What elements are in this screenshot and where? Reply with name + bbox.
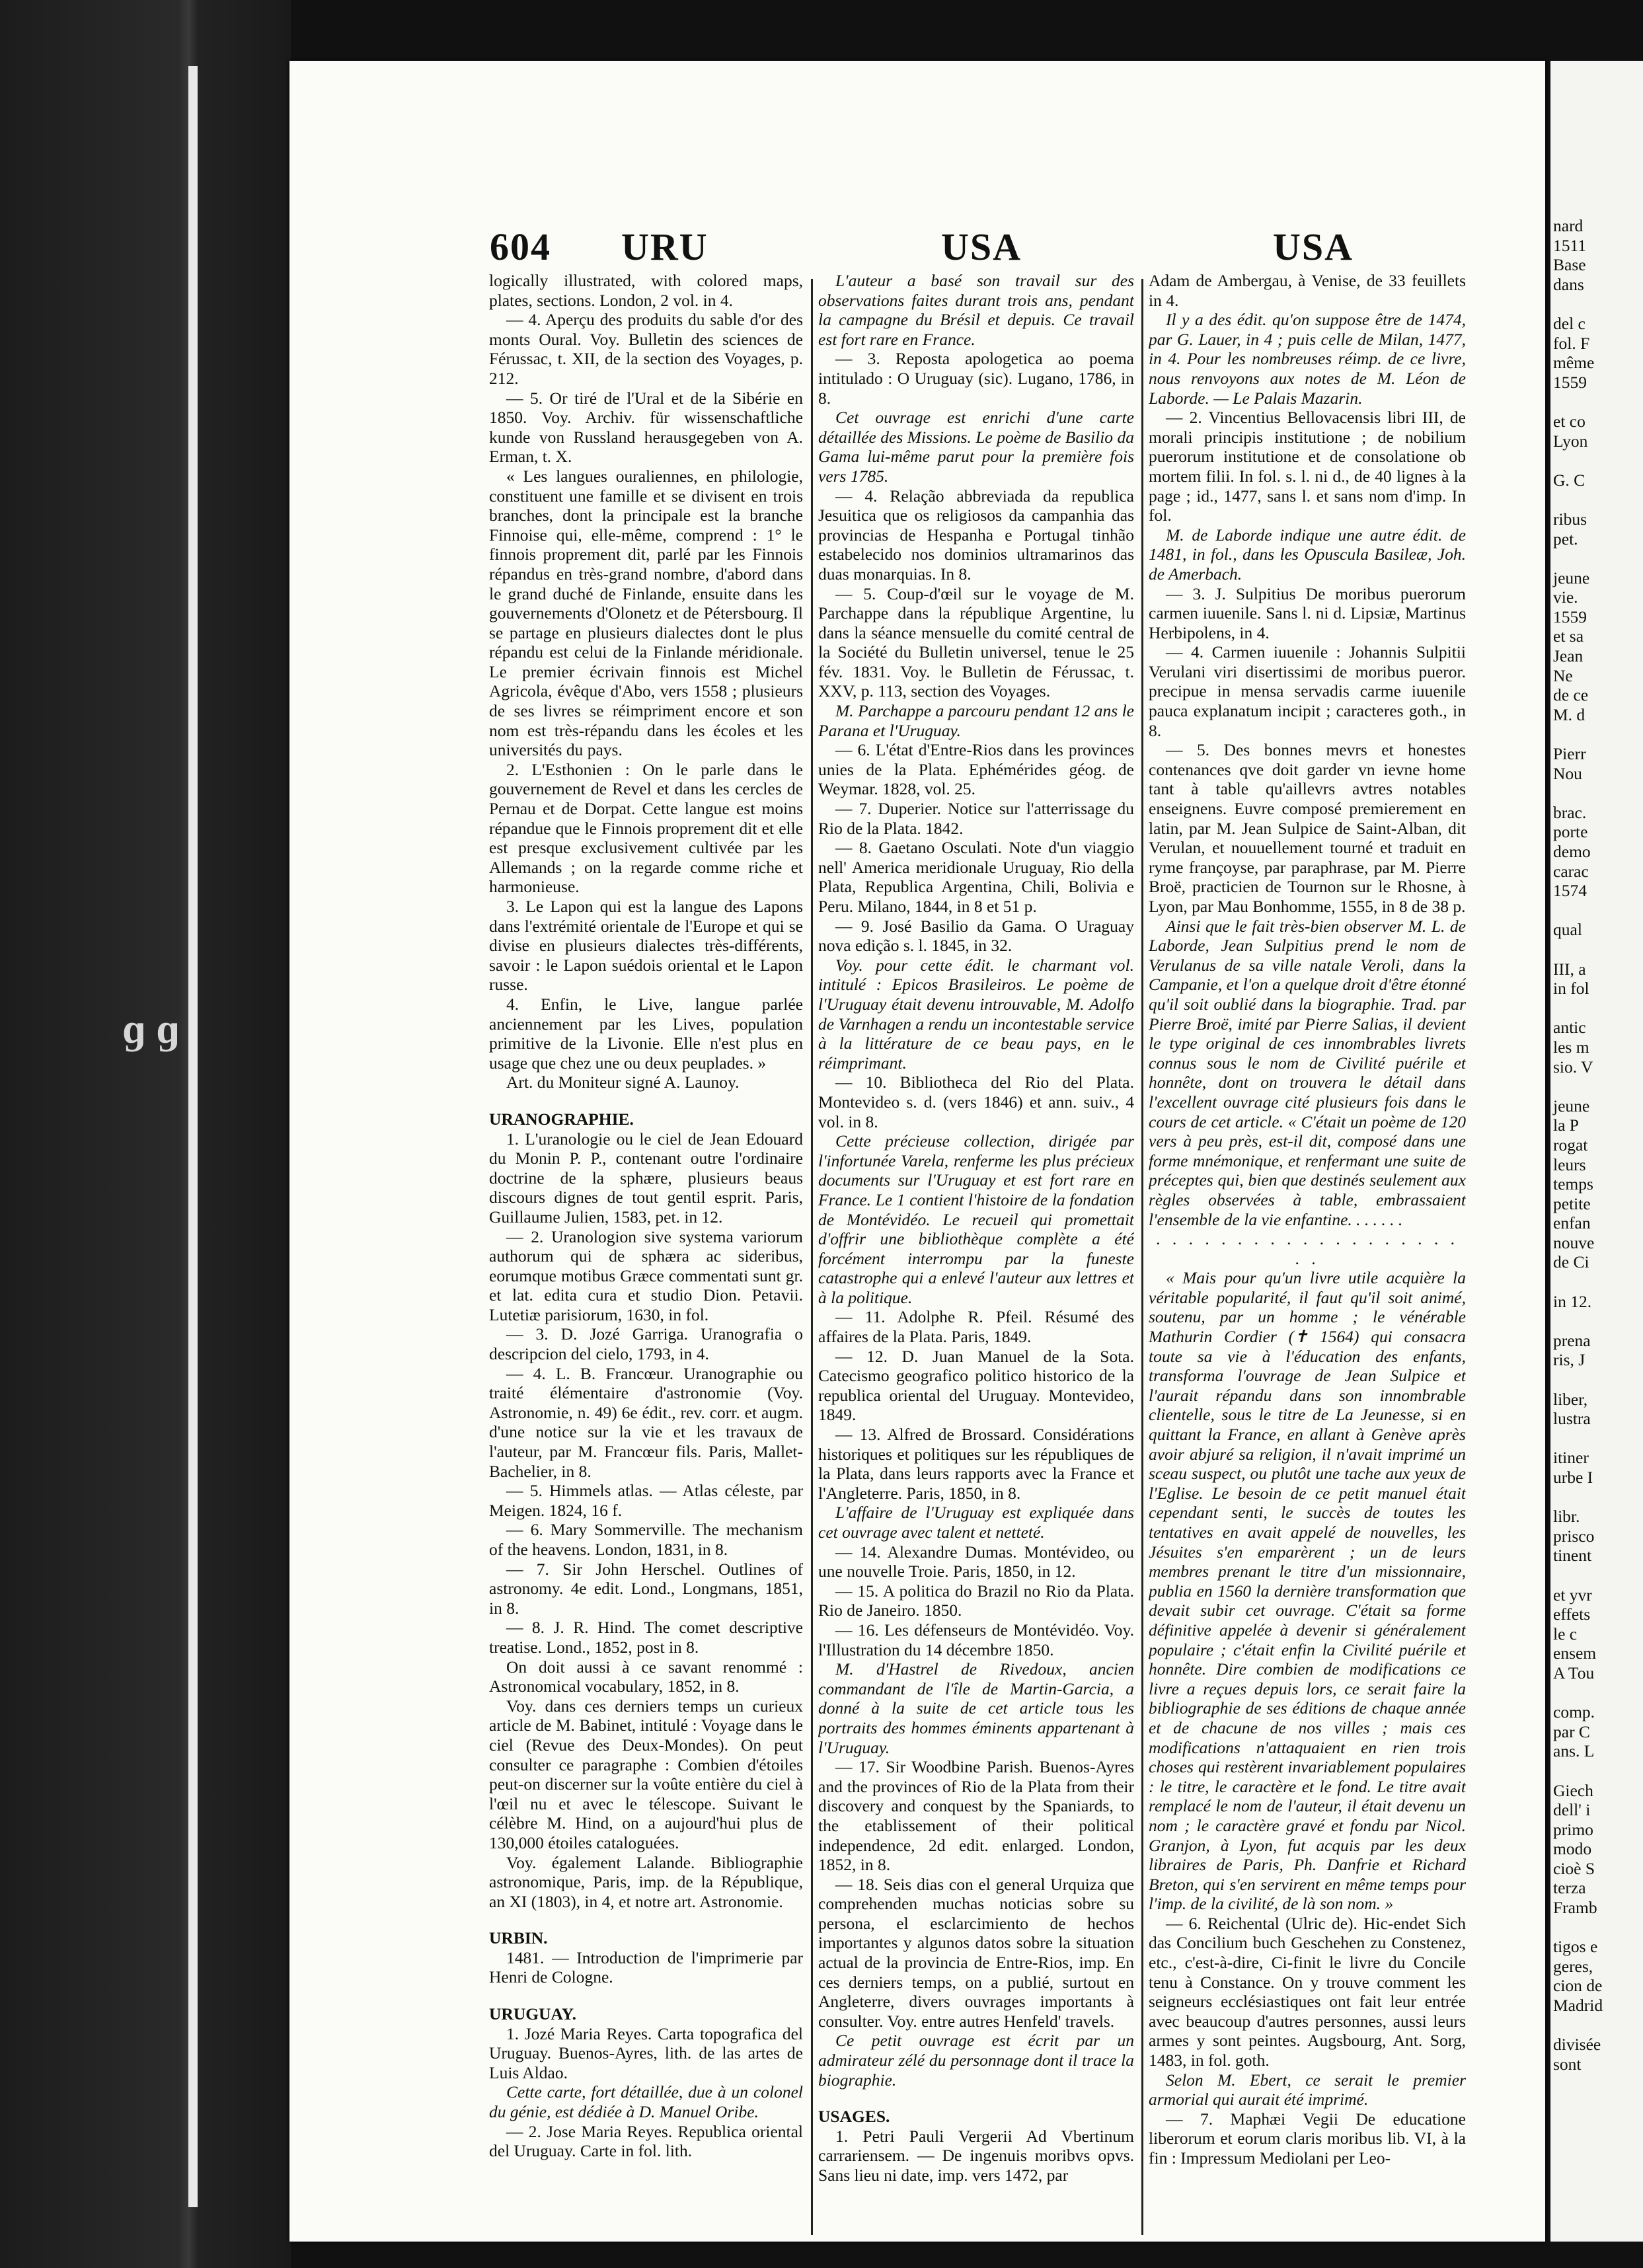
next-page-line: demo (1553, 842, 1591, 861)
next-page-line (1550, 901, 1643, 921)
entry-paragraph: 1. L'uranologie ou le ciel de Jean Edouard du Monin P. P., contenant outre l'ordinaire doctrine de la sphære, plusieurs beaus discours dignes de tout gentil esprit. Paris, Guillaume Julien, 1583, pet. in 12. (489, 1129, 803, 1227)
entry-paragraph: Cette précieuse collection, dirigée par l'infortunée Varela, renferme les plus précieux documents sur l'Uruguay et est fort rare en France. Le 1 contient l'histoire de la fondation de Montévidéo. Le recueil qui promettait d'offrir une bibliothèque complète a été forcément interrompu par la funeste catastrophe qui a enlevé l'auteur aux lettres et à la politique. (818, 1131, 1134, 1307)
entry-paragraph: 1. Jozé Maria Reyes. Carta topografica del Uruguay. Buenos-Ayres, lith. de las artes de Luis Aldao. (489, 2023, 803, 2082)
entry-paragraph: — 15. A politica do Brazil no Rio da Plata. Rio de Janeiro. 1850. (818, 1581, 1134, 1620)
next-page-line: de ce (1553, 685, 1589, 705)
next-page-line: petite (1553, 1193, 1591, 1213)
next-page-line: dell' i (1553, 1800, 1591, 1820)
entry-paragraph: — 3. Reposta apologetica ao poema intitulado : O Uruguay (sic). Lugano, 1786, in 8. (818, 349, 1134, 408)
entry-paragraph: Voy. dans ces derniers temps un curieux article de M. Babinet, intitulé : Voyage dans le ciel (Revue des Deux-Mondes). On peut consulter ce paragraphe : Combien d'étoiles peut-on discerner sur la voûte entière du ciel à l'œil nu et avec le télescope. Suivant le célèbre M. Hind, on a aujourd'hui plus de 130,000 étoiles cataloguées. (489, 1696, 803, 1852)
next-page-line (1550, 1272, 1643, 1292)
book-page (289, 61, 1545, 2242)
next-page-line: liber, (1553, 1389, 1588, 1409)
entry-paragraph: — 5. Coup-d'œil sur le voyage de M. Parchappe dans la république Argentine, lu dans la séance mensuelle du comité central de la Société du Bulletin universel, tenue le 25 fév. 1831. Voy. le Bulletin de Férussac, t. XXV, p. 113, section des Voyages. (818, 584, 1134, 701)
entry-paragraph: 4. Enfin, le Live, langue parlée anciennement par les Lives, population primitive de la Livonie. Elle n'est plus en usage que chez une ou deux peuplades. » (489, 994, 803, 1073)
entry-paragraph: On doit aussi à ce savant renommé : Astronomical vocabulary, 1852, in 8. (489, 1657, 803, 1696)
entry-paragraph: — 7. Duperier. Notice sur l'atterrissage du Rio de la Plata. 1842. (818, 799, 1134, 838)
next-page-line (1550, 2016, 1643, 2035)
next-page-line: prisco (1553, 1526, 1595, 1546)
entry-paragraph: Cette carte, fort détaillée, due à un colonel du génie, est dédiée à D. Manuel Oribe. (489, 2082, 803, 2122)
next-page-line: M. d (1553, 704, 1586, 724)
entry-paragraph: — 11. Adolphe R. Pfeil. Résumé des affaires de la Plata. Paris, 1849. (818, 1307, 1134, 1347)
next-page-line: antic (1553, 1018, 1586, 1038)
book-edge (188, 66, 198, 2207)
next-page-line: et co (1553, 411, 1586, 431)
next-page-line: Pierr (1553, 744, 1586, 764)
next-page-line: nard (1553, 216, 1584, 235)
entry-paragraph: Cet ouvrage est enrichi d'une carte détaillée des Missions. Le poème de Basilio da Gama lui-même parut pour la première fois vers 1785. (818, 408, 1134, 486)
entry-paragraph: — 10. Bibliotheca del Rio del Plata. Montevideo s. d. (vers 1846) et ann. suiv., 4 vol. in 8. (818, 1073, 1134, 1131)
next-page-line: et sa (1553, 626, 1584, 646)
entry-paragraph: Ce petit ouvrage est écrit par un admirateur zélé du personnage dont il trace la biographie. (818, 2031, 1134, 2090)
entry-paragraph: — 16. Les défenseurs de Montévidéo. Voy. l'Illustration du 14 décembre 1850. (818, 1620, 1134, 1659)
next-page-line: prena (1553, 1330, 1591, 1350)
next-page-line: ensem (1553, 1644, 1597, 1663)
next-page-line (1550, 1077, 1643, 1096)
next-page-line: in 12. (1553, 1291, 1592, 1311)
next-page-line: Ne (1553, 665, 1573, 685)
next-page-line: nouve (1553, 1232, 1595, 1252)
next-page-line: modo (1553, 1839, 1592, 1859)
next-page-line: par C (1553, 1721, 1590, 1741)
next-page-line: qual (1553, 920, 1582, 940)
entry-paragraph: 2. L'Esthonien : On le parle dans le gouvernement de Revel et dans les cercles de Pernau et de Dorpat. Cette langue est moins répandue que le Finnois proprement dit et elle est presque exclusivement cultivée par les Allemands ; on la regarde comme riche et harmonieuse. (489, 759, 803, 897)
column-2 (818, 271, 1134, 2240)
next-page-line: effets (1553, 1605, 1591, 1624)
entry-paragraph: Voy. également Lalande. Bibliographie astronomique, Paris, imp. de la République, an XI (1803), in 4, et notre art. Astronomie. (489, 1852, 803, 1911)
next-page-line: Madrid (1553, 1996, 1603, 2016)
header-left: URU (621, 225, 708, 268)
next-page-line: vie. (1553, 587, 1578, 607)
next-page-line: in fol (1553, 979, 1589, 999)
entry-paragraph: — 14. Alexandre Dumas. Montévideo, ou une nouvelle Troie. Paris, 1850, in 12. (818, 1542, 1134, 1581)
entry-paragraph: . . . . . . . . . . . . . . . . . . . . . (1156, 1229, 1459, 1268)
next-page-line: brac. (1553, 802, 1587, 822)
next-page-line: sio. V (1553, 1057, 1593, 1077)
margin-stain: ɡ ɡ (122, 1005, 180, 1052)
next-page-line: 1511 (1553, 235, 1587, 255)
next-page-line: lustra (1553, 1409, 1591, 1429)
entry-paragraph: — 5. Or tiré de l'Ural et de la Sibérie en 1850. Voy. Archiv. für wissenschaftliche kunde von Russland herausgegeben von A. Erman, t. X. (489, 388, 803, 467)
entry-paragraph: Il y a des édit. qu'on suppose être de 1474, par G. Lauer, in 4 ; puis celle de Milan, 1477, in 4. Pour les nombreuses réimp. de ce livre, nous renvoyons aux notes de M. Léon de Laborde. — Le Palais Mazarin. (1149, 310, 1466, 408)
entry-paragraph: logically illustrated, with colored maps, plates, sections. London, 2 vol. in 4. (489, 271, 803, 310)
entry-paragraph: — 4. Aperçu des produits du sable d'or des monts Oural. Voy. Bulletin des sciences de Férussac, t. XII, de la section des Voyages, p. 212. (489, 310, 803, 388)
entry-paragraph: M. de Laborde indique une autre édit. de 1481, in fol., dans les Opuscula Basileæ, Joh. de Amerbach. (1149, 525, 1466, 584)
next-page-line (1550, 1918, 1643, 1938)
next-page-line: cion de (1553, 1976, 1603, 1996)
entry-paragraph: — 7. Sir John Herschel. Outlines of astronomy. 4e edit. Lond., Longmans, 1851, in 8. (489, 1559, 803, 1618)
next-page-line: tinent (1553, 1546, 1592, 1566)
section-heading: USAGES. (818, 2107, 890, 2127)
entry-paragraph: L'auteur a basé son travail sur des observations faites durant trois ans, pendant la campagne du Brésil et depuis. Ce travail est fort rare en France. (818, 271, 1134, 349)
next-page-line: Lyon (1553, 431, 1588, 451)
next-page-line: tigos e (1553, 1937, 1598, 1957)
next-page-line: jeune (1553, 1096, 1590, 1115)
next-page-line (1550, 294, 1643, 314)
next-page-line: jeune (1553, 568, 1590, 587)
next-page-line: III, a (1553, 959, 1586, 979)
next-page-line: enfan (1553, 1213, 1591, 1233)
entry-paragraph: L'affaire de l'Uruguay est expliquée dans cet ouvrage avec talent et netteté. (818, 1503, 1134, 1542)
next-page-line: ans. L (1553, 1741, 1595, 1761)
next-page-line (1550, 940, 1643, 960)
entry-paragraph: 1481. — Introduction de l'imprimerie par Henri de Cologne. (489, 1947, 803, 1987)
entry-paragraph: — 12. D. Juan Manuel de la Sota. Catecismo geografico politico historico de la republica oriental del Uruguay. Montevideo, 1849. (818, 1346, 1134, 1425)
next-page-text (1550, 61, 1643, 2074)
entry-paragraph: M. d'Hastrel de Rivedoux, ancien commandant de l'île de Martin-Garcia, a donné à la suite de cet article tous les portraits des hommes éminents appartenant à l'Uruguay. (818, 1659, 1134, 1757)
next-page-line: 1559 (1553, 607, 1587, 626)
next-page-line: terza (1553, 1878, 1586, 1898)
next-page-line: A Tou (1553, 1663, 1595, 1682)
next-page-line: la P (1553, 1115, 1579, 1135)
section-heading: URUGUAY. (489, 2004, 577, 2024)
next-page-line (1550, 1370, 1643, 1390)
entry-paragraph: Selon M. Ebert, ce serait le premier armorial qui aurait été imprimé. (1149, 2070, 1466, 2109)
next-page-line (1550, 724, 1643, 744)
next-page-line: Base (1553, 255, 1586, 275)
next-page-line: dans (1553, 274, 1584, 294)
next-page-line: pet. (1553, 529, 1578, 548)
entry-paragraph: — 4. Carmen iuuenile : Johannis Sulpitii Verulani viri disertissimi de moribus pueror. precipue in mensa servadis carme iuuenile pauca explanatum incipit ; caracteres goth., in 8. (1149, 642, 1466, 740)
next-page-line (1550, 1761, 1643, 1781)
next-page-line (1550, 1566, 1643, 1585)
next-page-line: itiner (1553, 1448, 1589, 1468)
next-page-edge (1550, 61, 1643, 2242)
entry-paragraph: « Mais pour qu'un livre utile acquière la véritable popularité, il faut qu'il soit animé, soutenu, par un homme ; le vénérable Mathurin Cordier (✝ 1564) qui consacra toute sa vie à l'éducation des enfants, transforma l'ouvrage de Jean Sulpice et l'aurait répandu dans son innombrable clientelle, sous le titre de La Jeunesse, si en quittant la France, en allant à Genève après avoir abjuré sa religion, il n'avait imprimé un sceau suspect, ou plutôt une tache aux yeux de l'Eglise. Le besoin de ce petit manuel était cependant senti, le succès de toutes les tentatives en avait appelé de nouvelles, les Jésuites s'en emparèrent ; un de leurs membres prenant le titre d'un missionnaire, publia en 1560 la dernière transformation que devait subir cet ouvrage. C'était sa forme définitive appelée à devenir si généralement populaire ; c'était enfin la Civilité puérile et honnête. Dire combien de modifications ce livre a reçues depuis lors, ce serait faire la bibliographie de ses éditions de chaque année et de chacune de nos villes ; mais ces modifications n'attaquaient en rien trois choses qui restèrent invariablement populaires : le titre, le caractère et le fond. Le titre avait remplacé le nom de l'auteur, il était devenu un nom ; le caractère gravé et fondu par Nicol. Granjon, à Lyon, fut acquis par les deux libraires de Paris, Ph. Danfrie et Richard Breton, qui s'en servirent en même temps pour l'imp. de la civilité, de là son nom. » (1149, 1268, 1466, 1914)
entry-paragraph: — 13. Alfred de Brossard. Considérations historiques et politiques sur les républiques de la Plata, dans leurs rapports avec la France et l'Angleterre. Paris, 1850, in 8. (818, 1425, 1134, 1503)
entry-paragraph: 3. Le Lapon qui est la langue des Lapons dans l'extrémité orientale de l'Europe et qui se divise en plusieurs dialectes très-différents, savoir : le Lapon suédois oriental et le Lapon russe. (489, 897, 803, 995)
section-heading: URBIN. (489, 1928, 548, 1948)
entry-paragraph: — 8. J. R. Hind. The comet descriptive treatise. Lond., 1852, post in 8. (489, 1618, 803, 1657)
next-page-line (1550, 1429, 1643, 1449)
next-page-line: cioè S (1553, 1858, 1595, 1878)
entry-paragraph: — 3. J. Sulpitius De moribus puerorum carmen iuuenile. Sans l. ni d. Lipsiæ, Martinus Herbipolens, in 4. (1149, 584, 1466, 642)
next-page-line: leurs (1553, 1154, 1586, 1174)
next-page-line (1550, 999, 1643, 1018)
entry-paragraph: — 6. Reichental (Ulric de). Hic-endet Sich das Concilium buch Geschehen zu Constenez, etc., c'est-à-dire, Ci-finit le livre du Concile tenu à Constance. On y trouve comment les seigneurs ecclésiastiques ont fait leur entrée avec beaucoup d'autres personnes, aussi leurs armes y sont peintes. Augsbourg, Ant. Sorg, 1483, in fol. goth. (1149, 1913, 1466, 2070)
next-page-line: Framb (1553, 1898, 1597, 1918)
next-page-line (1550, 392, 1643, 412)
header-right: USA (1273, 225, 1354, 268)
entry-paragraph: — 4. L. B. Francœur. Uranographie ou traité élémentaire d'astronomie (Voy. Astronomie, n. 49) 6e édit., rev. corr. et augm. d'une notice sur la vie et les travaux de l'auteur, par M. Francœur fils. Paris, Mallet-Bachelier, in 8. (489, 1363, 803, 1481)
next-page-line: geres, (1553, 1956, 1593, 1976)
entry-paragraph: Adam de Ambergau, à Venise, de 33 feuillets in 4. (1149, 271, 1466, 310)
next-page-line: Giech (1553, 1780, 1593, 1800)
page-number: 604 (490, 225, 551, 268)
entry-paragraph: — 17. Sir Woodbine Parish. Buenos-Ayres and the provinces of Rio de la Plata from their discovery and conquest by the Spaniards, to the etablissement of their political independence, 2d edit. enlarged. London, 1852, in 8. (818, 1757, 1134, 1875)
next-page-line (1550, 1311, 1643, 1331)
column-rule-1 (811, 279, 813, 2235)
scan-background (0, 0, 291, 2268)
entry-paragraph: — 3. D. Jozé Garriga. Uranografia o descripcion del cielo, 1793, in 4. (489, 1324, 803, 1364)
header-center: USA (941, 225, 1022, 268)
entry-paragraph: Ainsi que le fait très-bien observer M. L. de Laborde, Jean Sulpitius prend le nom de Verulanus de sa ville natale Veroli, dans la Campanie, et l'on a quelque droit d'être étonné qu'il soit oublié dans la biographie. Trad. par Pierre Broë, imité par Pierre Salias, il devient le type original de ces innombrables livrets connus sous le nom de Civilité puérile et honnête, dont on trouvera le détail dans l'excellent ouvrage cité plusieurs fois dans le cours de cet article. « C'était un poème de 120 vers à peu près, est-il dit, composé dans une forme mnémonique, et renfermant une suite de préceptes qui, bien que destinés seulement aux règles observées à table, embrassaient l'ensemble de la vie enfantine. . . . . . . (1149, 916, 1466, 1229)
next-page-line (1550, 548, 1643, 568)
entry-paragraph: M. Parchappe a parcouru pendant 12 ans le Parana et l'Uruguay. (818, 701, 1134, 740)
entry-paragraph: — 4. Relação abbreviada da republica Jesuitica que os religiosos da campanhia das provincias de Hespanha e Portugal tinhão estabelecido nos dominios ultramarinos das duas monarquias. In 8. (818, 486, 1134, 584)
entry-paragraph: « Les langues ouraliennes, en philologie, constituent une famille et se divisent en trois branches, dont la principale est la branche Finnoise qui, elle-même, comprend : 1° le finnois proprement dit, parlé par les Finnois répandus en très-grand nombre, d'abord dans le grand duché de Finlande, ensuite dans les gouvernements d'Olonetz et de Pétersbourg. Il se partage en plusieurs dialectes dont le plus répandu est celui de la Finlande méridionale. Le premier écrivain finnois est Michel Agricola, évêque d'Abo, vers 1558 ; plusieurs de ses livres se réimpriment encore et son nom est très-répandu dans les écoles et les universités du pays. (489, 466, 803, 760)
next-page-line: divisée (1553, 2035, 1601, 2055)
next-page-line: Jean (1553, 646, 1584, 666)
next-page-line: de Ci (1553, 1252, 1589, 1272)
next-page-line (1550, 1488, 1643, 1507)
column-rule-2 (1141, 279, 1143, 2235)
next-page-line: et yvr (1553, 1585, 1592, 1605)
next-page-line: les m (1553, 1037, 1589, 1057)
column-1 (489, 271, 803, 2240)
entry-paragraph: — 8. Gaetano Osculati. Note d'un viaggio nell' America meridionale Uruguay, Rio della Plata, Republica Argentina, Chili, Bolivia e Peru. Milano, 1844, in 8 et 51 p. (818, 838, 1134, 916)
next-page-line: del c (1553, 313, 1586, 333)
next-page-line: porte (1553, 822, 1588, 842)
next-page-line (1550, 1683, 1643, 1703)
next-page-line: carac (1553, 861, 1589, 881)
next-page-line: le c (1553, 1624, 1578, 1644)
next-page-line (1550, 490, 1643, 510)
entry-paragraph: — 7. Maphæi Vegii De educatione liberorum et eorum claris moribus lib. VI, à la fin : Impressum Mediolani per Leo- (1149, 2109, 1466, 2168)
next-page-line: primo (1553, 1819, 1593, 1839)
next-page-line: 1574 (1553, 881, 1587, 901)
entry-paragraph: — 6. Mary Sommerville. The mechanism of the heavens. London, 1831, in 8. (489, 1520, 803, 1559)
next-page-line: fol. F (1553, 333, 1590, 353)
entry-paragraph: Art. du Moniteur signé A. Launoy. (506, 1073, 740, 1092)
entry-paragraph: — 9. José Basilio da Gama. O Uraguay nova edição s. l. 1845, in 32. (818, 916, 1134, 956)
next-page-line: Nou (1553, 763, 1582, 783)
section-heading: URANOGRAPHIE. (489, 1109, 634, 1129)
entry-paragraph: 1. Petri Pauli Vergerii Ad Vbertinum carrariensem. — De ingenuis moribvs opvs. Sans lieu ni date, imp. vers 1472, par (818, 2126, 1134, 2185)
entry-paragraph: — 2. Vincentius Bellovacensis libri III, de morali principis institutione ; de nobilium puerorum institutione et de consolatione ob mortem filii. In fol. s. l. ni d., de 40 lignes à la page ; id., 1477, sans l. et sans nom d'imp. In fol. (1149, 408, 1466, 525)
entry-paragraph: — 2. Jose Maria Reyes. Republica oriental del Uruguay. Carte in fol. lith. (489, 2121, 803, 2161)
next-page-line: rogat (1553, 1135, 1588, 1154)
next-page-line: même (1553, 353, 1595, 373)
next-page-line: sont (1553, 2054, 1582, 2074)
entry-paragraph: — 5. Des bonnes mevrs et honestes contenances qve doit garder vn ievne home tant à table qu'aillevrs avtres notables enseignens. Euvre composé premierement en latin, par M. Jean Sulpice de Saint-Alban, dit Verulan, et nouuellement tourné et traduit en ryme françoyse, par paraphrase, par M. Pierre Broë, practicien de Tournon sur le Rhosne, à Lyon, par Mau Bonhomme, 1555, in 8 de 38 p. (1149, 740, 1466, 916)
next-page-line: ris, J (1553, 1350, 1586, 1370)
entry-paragraph: Voy. pour cette édit. le charmant vol. intitulé : Epicos Brasileiros. Le poème de l'Uruguay était devenu introuvable, M. Adolfo de Varnhagen a rendu un incontestable service à la littérature de ce beau pays, en le réimprimant. (818, 955, 1134, 1073)
entry-paragraph: — 6. L'état d'Entre-Rios dans les provinces unies de la Plata. Ephémérides géog. de Weymar. 1828, vol. 25. (818, 740, 1134, 799)
entry-paragraph: — 18. Seis dias con el general Urquiza que comprehenden muchas noticias sobre su persona, el esclarcimiento de hechos importantes y algunos datos sobre la situation actual de la provincia de Entre-Rios, imp. En ces derniers temps, on a publié, surtout en Angleterre, divers ouvrages importants à consulter. Voy. entre autres Henfeld' travels. (818, 1874, 1134, 2031)
entry-paragraph: — 5. Himmels atlas. — Atlas céleste, par Meigen. 1824, 16 f. (489, 1481, 803, 1520)
next-page-line: ribus (1553, 509, 1587, 529)
column-3 (1149, 271, 1466, 2240)
next-page-line (1550, 451, 1643, 471)
next-page-line: G. C (1553, 470, 1586, 490)
next-page-line: urbe I (1553, 1468, 1593, 1487)
next-page-line: comp. (1553, 1702, 1595, 1722)
entry-paragraph: — 2. Uranologion sive systema variorum authorum qui de sphæra ac sideribus, eorumque motibus Græce commentati sunt gr. et lat. edita cura et studio Dion. Petavii. Lutetiæ parisiorum, 1630, in fol. (489, 1227, 803, 1324)
next-page-line (1550, 783, 1643, 803)
next-page-line: libr. (1553, 1507, 1580, 1527)
next-page-line: 1559 (1553, 372, 1587, 392)
next-page-line: temps (1553, 1174, 1593, 1194)
